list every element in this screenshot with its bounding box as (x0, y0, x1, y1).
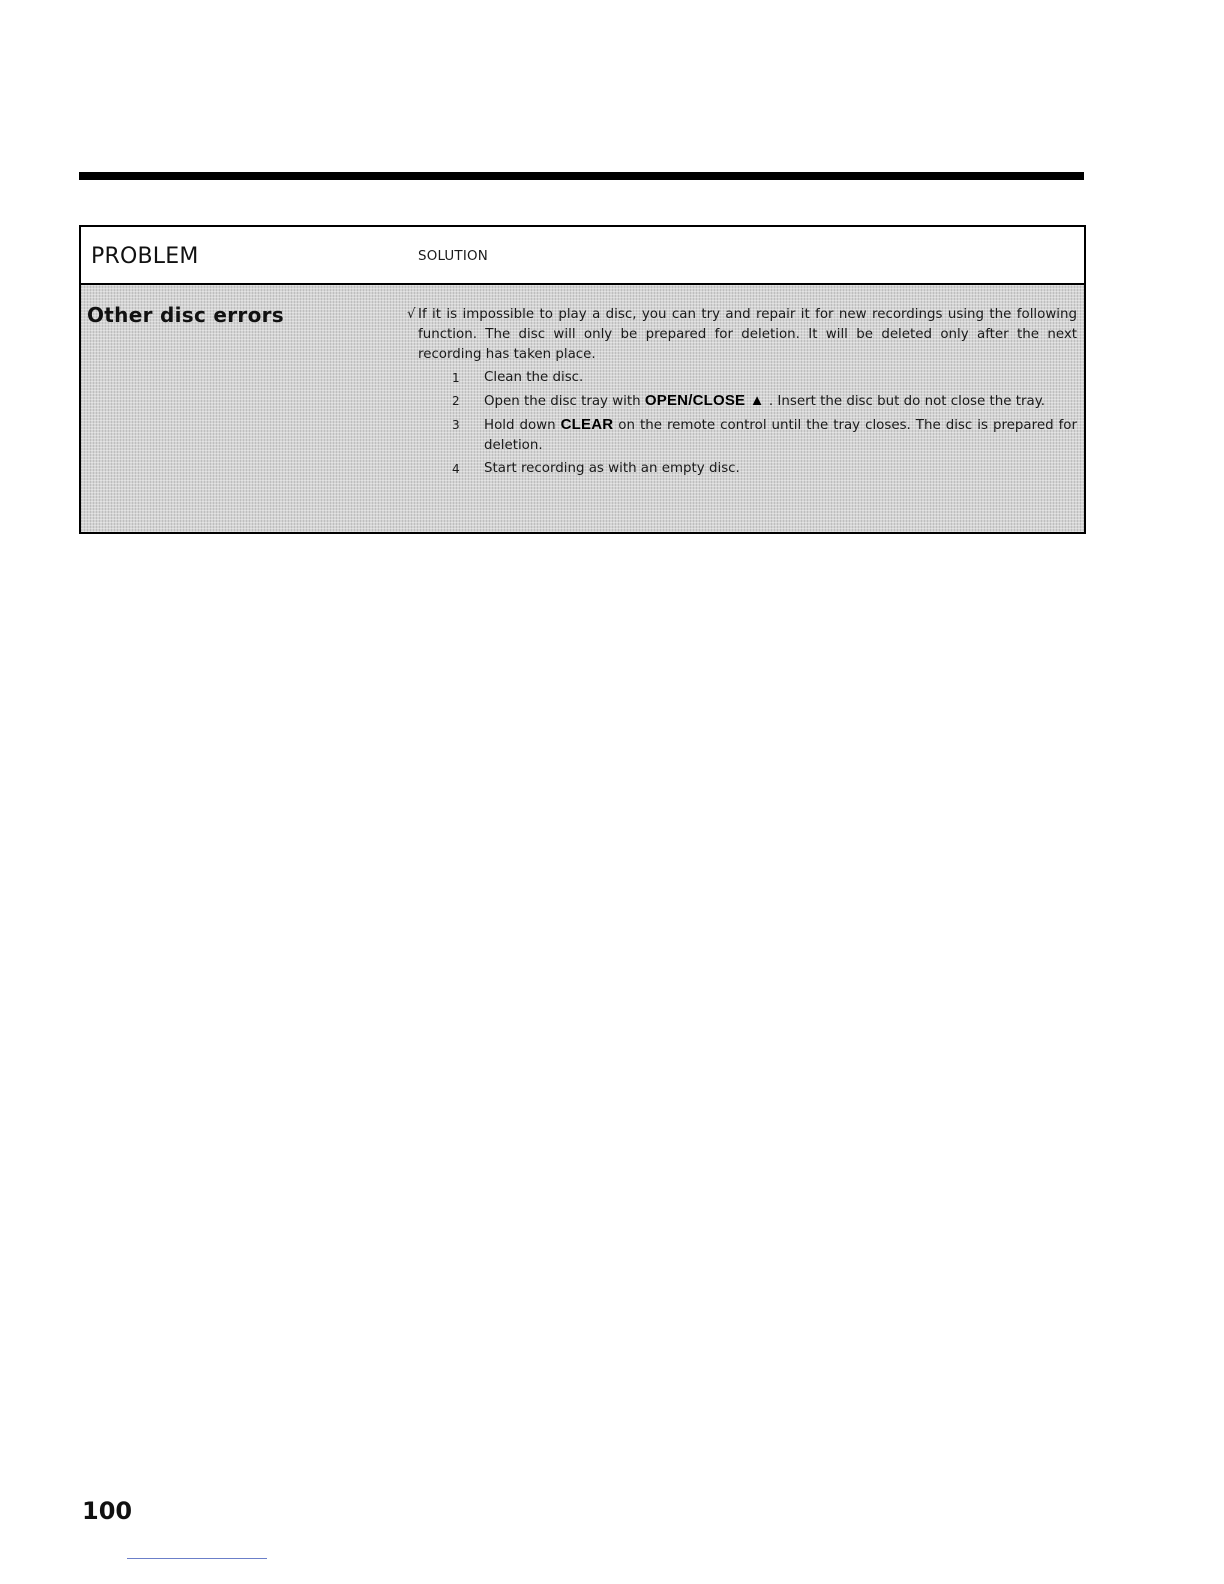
step-text: Start recording as with an empty disc. (484, 461, 740, 476)
step-number: 1 (452, 371, 460, 385)
table-row (81, 285, 1084, 532)
table-header (81, 227, 1084, 285)
problem-title: Other disc errors (87, 303, 284, 327)
step-number: 4 (452, 462, 460, 476)
solution-intro-text: If it is impossible to play a disc, you can try and repair it for new recordings using the following function. The disc will only be prepared for deletion. It will be deleted only after the next recording has taken place. (418, 307, 1077, 362)
step-number: 3 (452, 418, 460, 432)
solution-intro (407, 305, 1077, 365)
checkmark-icon: √ (407, 307, 416, 322)
solution-steps (407, 368, 1077, 479)
bottom-link-underline (127, 1558, 267, 1559)
step-2 (407, 391, 1077, 412)
clear-button-label: CLEAR (560, 416, 614, 433)
top-rule (79, 172, 1084, 180)
solution-column-header: SOLUTION (418, 249, 488, 264)
step-text-post: . Insert the disc but do not close the tray. (764, 394, 1045, 409)
step-3 (407, 415, 1077, 456)
step-text-post: on the remote control until the tray closes. The disc is prepared for deletion. (484, 418, 1077, 453)
step-text-pre: Open the disc tray with (484, 394, 645, 409)
open-close-button-label: OPEN/CLOSE ▲ (644, 392, 765, 409)
problem-column-header: PROBLEM (91, 244, 199, 269)
step-text: Clean the disc. (484, 370, 584, 385)
page-number: 100 (82, 1497, 133, 1525)
step-1 (407, 368, 1077, 388)
step-4 (407, 459, 1077, 479)
step-text-pre: Hold down (484, 418, 561, 433)
solution-cell (407, 305, 1077, 482)
step-number: 2 (452, 394, 460, 408)
troubleshooting-table (79, 225, 1086, 534)
